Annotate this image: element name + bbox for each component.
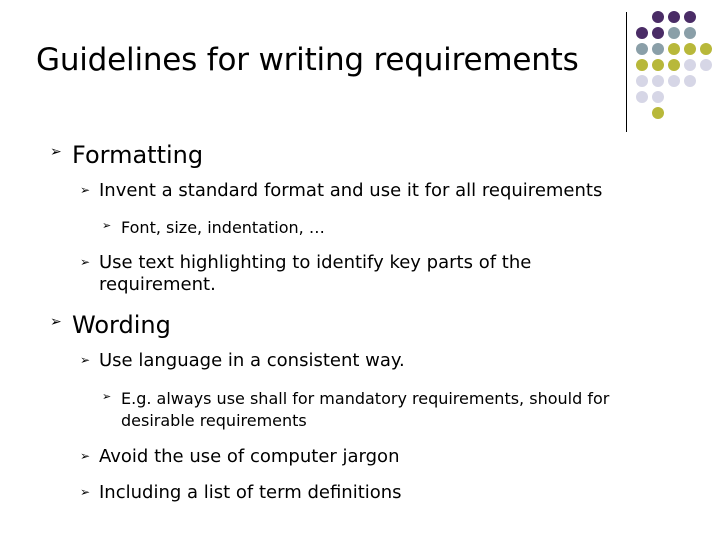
list-item-text-line1: Use text highlighting to identify key parts of the xyxy=(99,252,532,273)
list-item-text: Invent a standard format and use it for all requirements xyxy=(99,180,603,201)
list-item xyxy=(80,482,402,504)
decorative-dot xyxy=(652,27,664,39)
decorative-dot xyxy=(684,59,696,71)
arrowhead-bullet-icon: ➢ xyxy=(50,314,62,330)
arrowhead-bullet-icon: ➢ xyxy=(80,449,91,463)
list-item-text-line1: E.g. always use shall for mandatory requirements, should for xyxy=(121,389,610,408)
decorative-dot xyxy=(652,107,664,119)
arrowhead-bullet-icon: ➢ xyxy=(50,144,62,160)
decorative-dot xyxy=(684,43,696,55)
decorative-dot xyxy=(652,11,664,23)
decorative-dot xyxy=(684,75,696,87)
decorative-dot xyxy=(700,59,712,71)
decorative-dot xyxy=(684,27,696,39)
arrowhead-bullet-icon: ➢ xyxy=(80,353,91,367)
list-item xyxy=(50,141,203,169)
list-item-text: Formatting xyxy=(72,141,204,169)
list-item-text: Including a list of term definitions xyxy=(99,482,402,503)
list-item xyxy=(50,311,171,339)
arrowhead-bullet-icon: ➢ xyxy=(102,219,112,232)
decorative-dot xyxy=(652,75,664,87)
list-item xyxy=(80,446,399,468)
list-item-text: Use language in a consistent way. xyxy=(99,350,405,371)
decorative-dot xyxy=(636,59,648,71)
decorative-dot xyxy=(668,27,680,39)
list-item-text: Avoid the use of computer jargon xyxy=(99,446,400,467)
decorative-dot xyxy=(636,91,648,103)
decorative-dot xyxy=(668,43,680,55)
list-item xyxy=(102,217,325,239)
arrowhead-bullet-icon: ➢ xyxy=(80,183,91,197)
divider-line xyxy=(626,12,627,132)
list-item-text: Wording xyxy=(72,311,171,339)
list-item-text: Font, size, indentation, … xyxy=(121,218,325,237)
decorative-dot xyxy=(636,43,648,55)
decorative-dot xyxy=(700,43,712,55)
decorative-dot xyxy=(668,59,680,71)
list-item xyxy=(102,388,609,432)
decorative-dot xyxy=(668,11,680,23)
list-item-text-line2: requirement. xyxy=(99,274,216,295)
decorative-dot xyxy=(636,27,648,39)
arrowhead-bullet-icon: ➢ xyxy=(80,485,91,499)
decorative-dot xyxy=(652,59,664,71)
arrowhead-bullet-icon: ➢ xyxy=(102,390,112,403)
arrowhead-bullet-icon: ➢ xyxy=(80,255,91,269)
list-item xyxy=(80,350,405,372)
list-item-text-line2: desirable requirements xyxy=(121,411,307,430)
decorative-dot xyxy=(652,43,664,55)
decorative-dot xyxy=(668,75,680,87)
decorative-dot xyxy=(652,91,664,103)
decorative-dot xyxy=(636,75,648,87)
list-item xyxy=(80,252,531,296)
decorative-dot xyxy=(684,11,696,23)
list-item xyxy=(80,180,602,202)
slide-title: Guidelines for writing requirements xyxy=(36,42,579,78)
